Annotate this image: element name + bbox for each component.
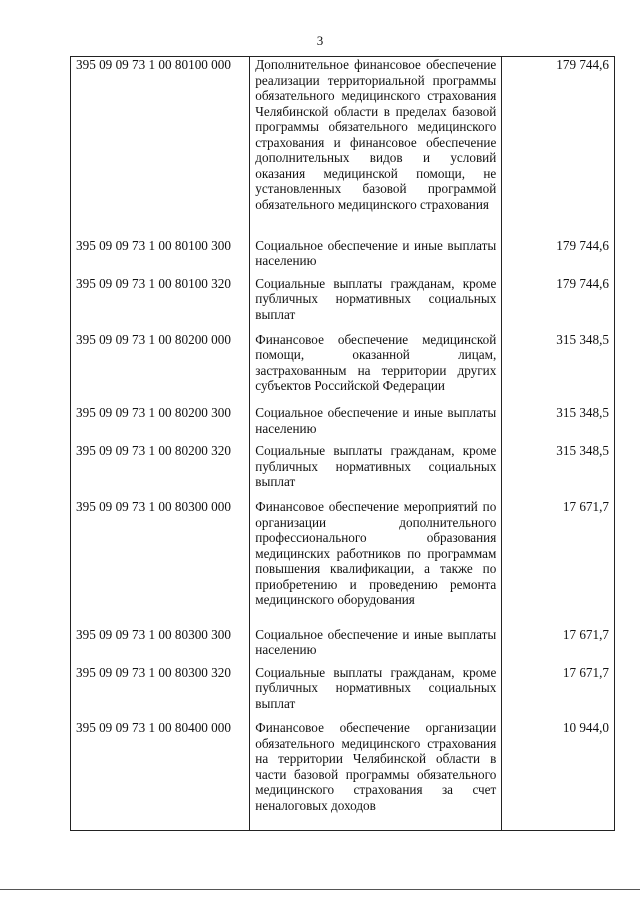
amount: 17 671,7 — [502, 665, 615, 721]
table-row — [71, 720, 615, 829]
budget-code: 395 09 09 73 1 00 80300 300 — [71, 627, 250, 665]
table-filler-row — [71, 830, 615, 831]
table-row — [71, 238, 615, 276]
page-bottom-divider — [0, 889, 640, 890]
expense-name: Финансовое обеспечение мероприятий по организации дополнительного профессионального образования медицинских работников по программам повышения квалификации, а также по приобретению и проведению ремонта медицинского оборудования — [250, 499, 502, 626]
table-row — [71, 627, 615, 665]
expense-name: Социальные выплаты гражданам, кроме публичных нормативных социальных выплат — [250, 443, 502, 499]
amount: 179 744,6 — [502, 276, 615, 332]
table-row — [71, 443, 615, 499]
amount: 315 348,5 — [502, 405, 615, 443]
amount: 179 744,6 — [502, 57, 615, 238]
expense-name: Финансовое обеспечение организации обязательного медицинского страхования на территории Челябинской области в части базовой программы обязательного медицинского страхования за счет неналоговых доходов — [250, 720, 502, 829]
budget-table — [70, 56, 615, 831]
table-row — [71, 665, 615, 721]
amount: 10 944,0 — [502, 720, 615, 829]
page-number: 3 — [316, 33, 324, 48]
budget-code: 395 09 09 73 1 00 80200 300 — [71, 405, 250, 443]
budget-code: 395 09 09 73 1 00 80200 000 — [71, 332, 250, 406]
expense-name: Дополнительное финансовое обеспечение реализации территориальной программы обязательного медицинского страхования Челябинской области в пределах базовой программы обязательного медицинского страхования и финансовое обеспечение дополнительных видов и условий оказания медицинской помощи, не установленных базовой программой обязательного медицинского страхования — [250, 57, 502, 238]
table-row — [71, 57, 615, 238]
table-row — [71, 276, 615, 332]
table-row — [71, 332, 615, 406]
expense-name: Финансовое обеспечение медицинской помощи, оказанной лицам, застрахованным на территории других субъектов Российской Федерации — [250, 332, 502, 406]
amount: 179 744,6 — [502, 238, 615, 276]
expense-name: Социальное обеспечение и иные выплаты населению — [250, 238, 502, 276]
budget-code: 395 09 09 73 1 00 80300 000 — [71, 499, 250, 626]
budget-code: 395 09 09 73 1 00 80200 320 — [71, 443, 250, 499]
amount: 17 671,7 — [502, 627, 615, 665]
table-row — [71, 405, 615, 443]
amount: 315 348,5 — [502, 443, 615, 499]
amount: 315 348,5 — [502, 332, 615, 406]
budget-code: 395 09 09 73 1 00 80100 320 — [71, 276, 250, 332]
expense-name: Социальные выплаты гражданам, кроме публичных нормативных социальных выплат — [250, 276, 502, 332]
amount: 17 671,7 — [502, 499, 615, 626]
budget-code: 395 09 09 73 1 00 80300 320 — [71, 665, 250, 721]
expense-name: Социальное обеспечение и иные выплаты населению — [250, 405, 502, 443]
budget-code: 395 09 09 73 1 00 80100 000 — [71, 57, 250, 238]
expense-name: Социальные выплаты гражданам, кроме публичных нормативных социальных выплат — [250, 665, 502, 721]
table-row — [71, 499, 615, 626]
expense-name: Социальное обеспечение и иные выплаты населению — [250, 627, 502, 665]
budget-code: 395 09 09 73 1 00 80400 000 — [71, 720, 250, 829]
budget-code: 395 09 09 73 1 00 80100 300 — [71, 238, 250, 276]
